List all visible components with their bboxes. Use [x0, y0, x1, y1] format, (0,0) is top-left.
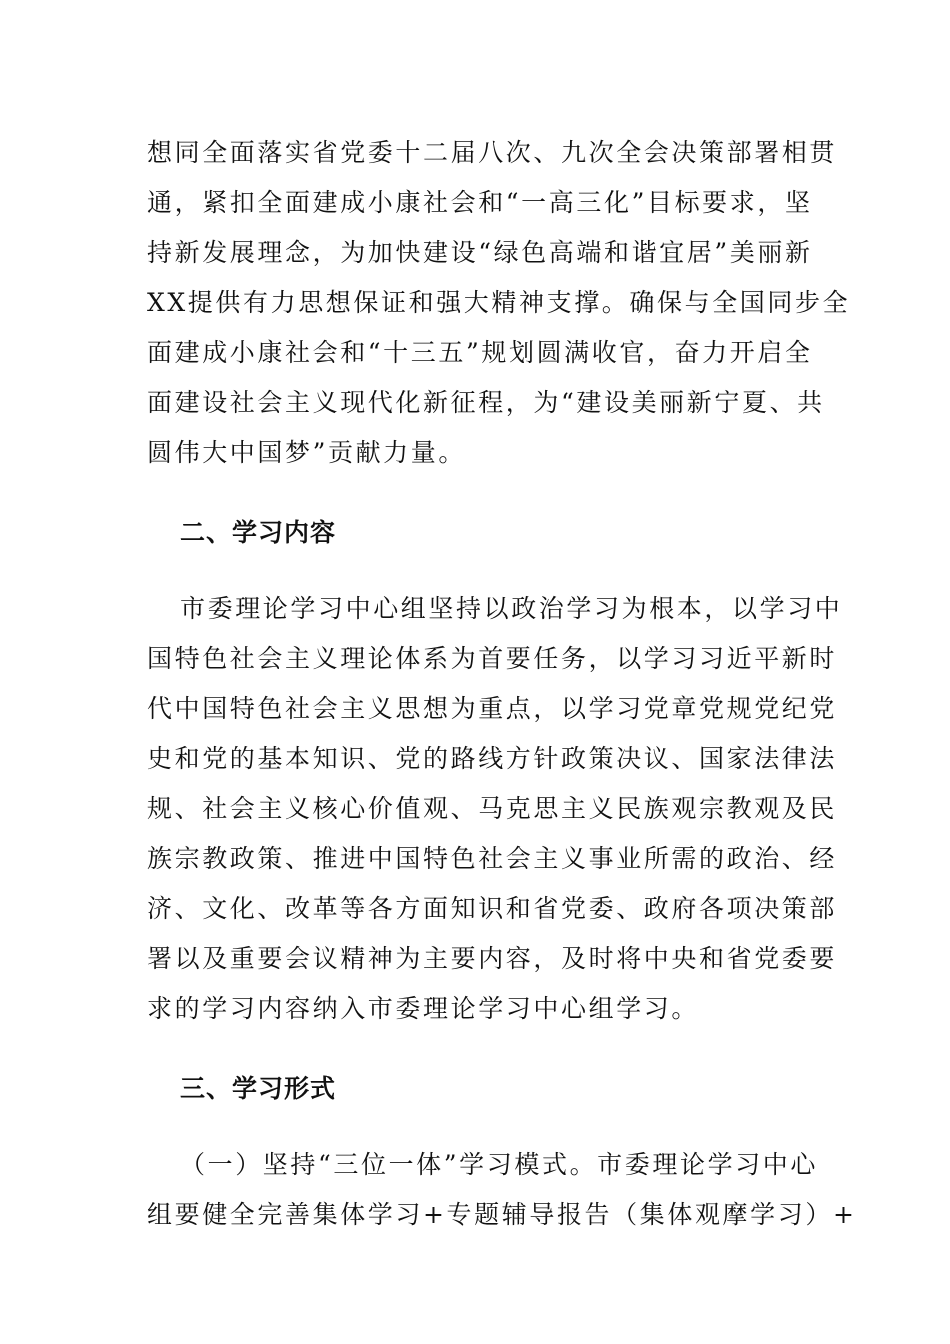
section-heading-study-form: 三、学习形式 — [180, 1074, 337, 1103]
text-line: 代中国特色社会主义思想为重点，以学习党章党规党纪党 — [147, 694, 838, 723]
text-line: 求的学习内容纳入市委理论学习中心组学习。 — [147, 994, 700, 1023]
text-line: 想同全面落实省党委十二届八次、九次全会决策部署相贯 — [147, 138, 838, 167]
text-line: 通，紧扣全面建成小康社会和“一高三化”目标要求，坚 — [147, 188, 813, 217]
spacer — [147, 1034, 807, 1064]
text-line: （一）坚持“三位一体”学习模式。市委理论学习中心 — [180, 1150, 818, 1179]
text-line: 济、文化、改革等各方面知识和省党委、政府各项决策部 — [147, 894, 838, 923]
paragraph-goal-continuation — [147, 128, 851, 478]
spacer — [147, 478, 807, 508]
document-body — [147, 128, 857, 1240]
text-line: 组要健全完善集体学习+专题辅导报告（集体观摩学习）+ — [147, 1200, 857, 1229]
text-line: 持新发展理念，为加快建设“绿色高端和谐宜居”美丽新 — [147, 238, 813, 267]
text-line: 署以及重要会议精神为主要内容，及时将中央和省党委要 — [147, 944, 838, 973]
text-line: 面建成小康社会和“十三五”规划圆满收官，奋力开启全 — [147, 338, 813, 367]
spacer — [147, 1114, 807, 1140]
spacer — [147, 558, 807, 584]
text-line: 族宗教政策、推进中国特色社会主义事业所需的政治、经 — [147, 844, 838, 873]
text-line: XX提供有力思想保证和强大精神支撑。确保与全国同步全 — [147, 288, 851, 317]
text-line: 史和党的基本知识、党的路线方针政策决议、国家法律法 — [147, 744, 838, 773]
text-line: 市委理论学习中心组坚持以政治学习为根本，以学习中 — [180, 594, 843, 623]
section-heading-study-content: 二、学习内容 — [180, 518, 337, 547]
paragraph-study-form — [147, 1140, 857, 1240]
text-line: 面建设社会主义现代化新征程，为“建设美丽新宁夏、共 — [147, 388, 825, 417]
text-line: 规、社会主义核心价值观、马克思主义民族观宗教观及民 — [147, 794, 838, 823]
text-line: 国特色社会主义理论体系为首要任务，以学习习近平新时 — [147, 644, 838, 673]
paragraph-study-content — [147, 584, 843, 1034]
text-line: 圆伟大中国梦”贡献力量。 — [147, 438, 466, 467]
